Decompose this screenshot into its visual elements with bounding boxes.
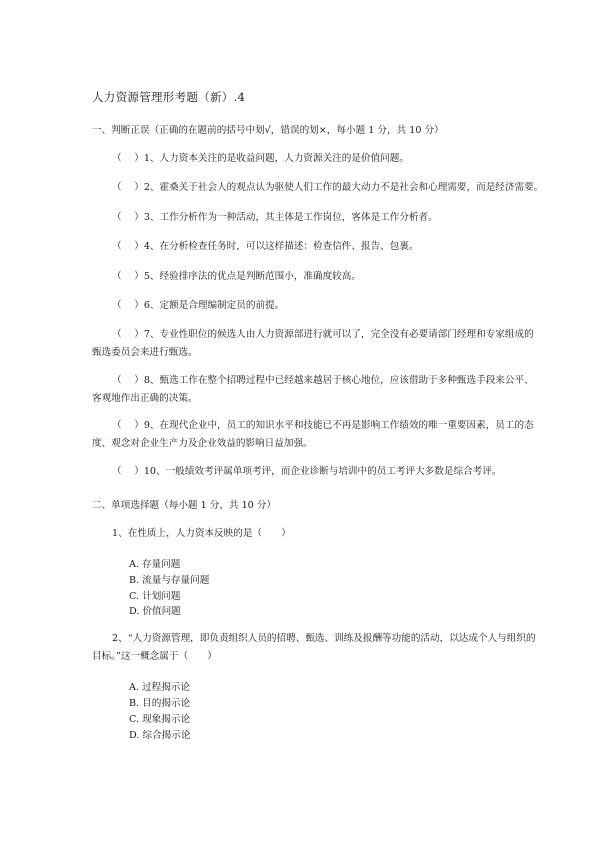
- tf-item-8-text: （ ）8、甄选工作在整个招聘过程中已经越来越居于核心地位，应该借助于多种甄选手段来公平、: [112, 375, 534, 386]
- mc-question-1-option-d: D. 价值问题: [129, 606, 181, 617]
- tf-item-6: [112, 297, 522, 315]
- tf-item-7: [92, 326, 534, 362]
- tf-item-9: [92, 417, 534, 453]
- tf-item-4-text: （ ）4、在分析检查任务时，可以这样描述：检查信件、报告、包裹。: [112, 241, 419, 252]
- tf-item-3: [112, 209, 522, 227]
- mc-question-1-option-b: B. 流量与存量问题: [129, 575, 210, 586]
- tf-item-7-text: （ ）7、专业性职位的候选人由人力资源部进行就可以了，完全没有必要请部门经理和专家组成的: [112, 329, 534, 340]
- mc-question-1-text: 1、在性质上，人力资本反映的是（ ）: [112, 528, 291, 539]
- tf-item-5-text: （ ）5、经验排序法的优点是判断范围小，准确度较高。: [112, 271, 361, 282]
- tf-item-1: [112, 150, 522, 168]
- tf-item-3-text: （ ）3、工作分析作为一种活动，其主体是工作岗位，客体是工作分析者。: [112, 212, 438, 223]
- tf-item-6-text: （ ）6、定额是合理编制定员的前提。: [112, 300, 285, 311]
- tf-item-1-text: （ ）1、人力资本关注的是收益问题，人力资源关注的是价值问题。: [112, 153, 409, 164]
- mc-question-1-option-c: C. 计划问题: [129, 591, 181, 602]
- tf-item-8: [92, 372, 534, 408]
- tf-item-10-text: （ ）10、一般绩效考评属单项考评，而企业诊断与培训中的员工考评大多数是综合考评。: [112, 466, 502, 477]
- tf-item-4: [112, 238, 522, 256]
- tf-item-9-text: （ ）9、在现代企业中，员工的知识水平和技能已不再是影响工作绩效的唯一重要因素，员工的态: [112, 420, 534, 431]
- document-title: 人力资源管理形考题（新）.4: [92, 90, 246, 104]
- mc-question-2: [92, 630, 536, 666]
- mc-question-2-option-c: C. 现象揭示论: [129, 714, 191, 725]
- mc-question-2-text: 2、“人力资源管理，即负责组织人员的招聘、甄选、训练及报酬等功能的活动，以达成个人与组织的: [112, 633, 536, 644]
- mc-question-2-text-cont: 目标。”这一概念属于（ ）: [92, 651, 217, 662]
- tf-item-7-text-cont: 甄选委员会来进行甄选。: [92, 347, 198, 358]
- mc-question-2-option-d: D. 综合揭示论: [129, 730, 191, 741]
- section-1-heading: 一、判断正误（正确的在题前的括号中划√，错误的划×，每小题 1 分，共 10 分）: [92, 125, 444, 136]
- mc-question-1-option-a: A. 存量问题: [129, 559, 181, 570]
- tf-item-2: [112, 179, 544, 197]
- mc-question-1: [112, 525, 532, 543]
- mc-question-2-option-a: A. 过程揭示论: [129, 682, 190, 693]
- tf-item-8-text-cont: 客观地作出正确的决策。: [92, 393, 198, 404]
- tf-item-10: [112, 463, 522, 481]
- tf-item-9-text-cont: 度、观念对企业生产力及企业效益的影响日益加强。: [92, 438, 313, 449]
- section-2-heading: 二、单项选择题（每小题 1 分，共 10 分）: [92, 500, 277, 511]
- tf-item-5: [112, 268, 522, 286]
- tf-item-2-text: （ ）2、霍桑关于社会人的观点认为驱使人们工作的最大动力不是社会和心理需要，而是经济需要。: [112, 182, 544, 193]
- mc-question-2-option-b: B. 目的揭示论: [129, 698, 191, 709]
